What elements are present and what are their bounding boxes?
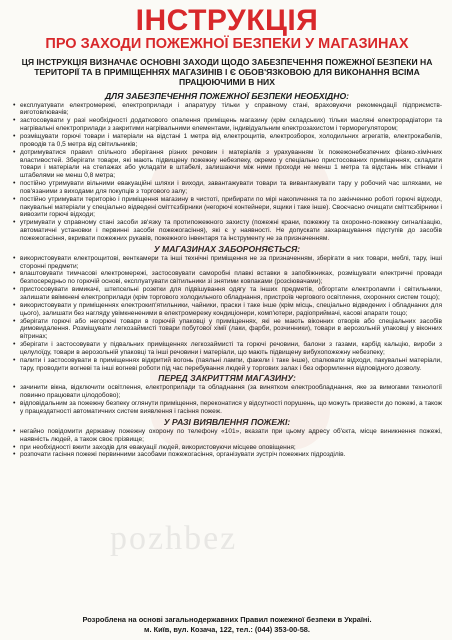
list-item: • зачинити вікна, відключити освітлення, електроприлади та обладнання (за винятком електрообладнання, яке за вимогами технології повинно працювати цілодобово); <box>12 384 442 400</box>
list-item: • розпочати гасіння пожежі первинними засобами пожежогасіння, організувати зустріч пожежних підрозділів. <box>12 451 442 459</box>
list-item: • влаштовувати тимчасові електромережі, застосовувати саморобні плавкі вставки в запобіжниках, розміщувати електричні провади безпосередньо по горючій основі, експлуатувати світильники зі знятими ковпаками (розсіювачами); <box>12 270 442 286</box>
section-title: ПЕРЕД ЗАКРИТТЯМ МАГАЗИНУ: <box>158 373 296 384</box>
poster-title: ІНСТРУКЦІЯ <box>135 4 319 37</box>
list-item: • використовувати у приміщеннях електрокип'ятильники, чайники, праски і таке інше (крім місць, спеціально відведених і обладнаних для цього), залишати без нагляду увімкнененими в електромережу кондиціонери, комп'ютери, радіоприймачі, касові апарати тощо; <box>12 302 442 318</box>
section-list <box>12 102 442 243</box>
list-item: • застосовувати у разі необхідності додаткового опалення приміщень магазину (крім складських) тільки масляні електрорадіатори та нагрівальні електроприлади з закритими нагрівальними елементами, індивідуальним електрозахистом і терморегулятором; <box>12 117 442 133</box>
footer-source: Розроблена на основі загальнодержавних Правил пожежної безпеки в Україні. <box>82 615 372 625</box>
list-item: • пристосовувати вимикачі, штепсельні розетки для підвішування одягу та інших предметів, обгортати електролампи і світильники, залишати ввімкнені електроприлади (крім торгового холодильного обладнання, пристроїв чергового освітлення, охоронних систем тощо); <box>12 286 442 302</box>
section-title: У РАЗІ ВИЯВЛЕННЯ ПОЖЕЖІ: <box>163 416 291 427</box>
list-item: • експлуатувати електромережі, електроприлади і апаратуру тільки у справному стані, враховуючи рекомендації підприємств-виготовлювачів; <box>12 102 442 118</box>
list-item: • постійно утримувати вільними евакуаційні шляхи і виходи, завантажувати товари та вивантажувати тару у робочий час шляхами, не пов'язаними з виходами для покупців з торгового залу; <box>12 180 442 196</box>
footer <box>12 615 442 634</box>
list-item: • палити і застосовувати в приміщеннях відкритий вогонь (паяльні лампи, факели і таке інше), спалювати відходи, пакувальні матеріали, тару, проводити вогневі та інші вогневі роботи під час перебування людей у торгових залах і без оформлення відповідного дозволу. <box>12 357 442 373</box>
list-item: • при необхідності вжити заходів для евакуації людей, використовуючи місцеве оповіщення; <box>12 444 442 452</box>
list-item: • використовувати електрощитові, венткамери та інші технічні приміщення не за призначенням, зберігати в них товари, меблі, тару, інші сторонні предмети; <box>12 255 442 271</box>
list-item: • утримувати у справному стані засоби зв'язку та протипожежного захисту (пожежні крани, пожежну та охоронно-пожежну сигналізацію, автоматичні установки і первинні засоби пожежогасіння), які є у наявності. Не допускати захаращування підступів до засобів пожежогасіння, вкривати пожежних рукавів, пожежного інвентаря та інструменту не за призначенням. <box>12 219 442 243</box>
site-watermark: pozhbez <box>110 520 238 557</box>
poster-subtitle: ПРО ЗАХОДИ ПОЖЕЖНОЇ БЕЗПЕКИ У МАГАЗИНАХ <box>45 36 409 52</box>
intro-text: ЦЯ ІНСТРУКЦІЯ ВИЗНАЧАЄ ОСНОВНІ ЗАХОДИ ЩОДО ЗАБЕЗПЕЧЕННЯ ПОЖЕЖНОЇ БЕЗПЕКИ НА ТЕРИТОРІЇ ТА В ПРИМІЩЕННЯХ МАГАЗИНІВ І Є ОБОВ'ЯЗКОВОЮ ДЛЯ ВИКОНАННЯ ВСІМА ПРАЦЮЮЧИМИ В НИХ <box>21 57 433 88</box>
list-item: • дотримуватися правил спільного зберігання різних речовин і матеріалів з урахуванням їх пожежонебезпечних фізико-хімічних властивостей. Зберігати товари, які мають підвищену пожежну небезпеку, окремо у спеціально пристосованих приміщеннях, складати товари і матеріали на стелажах або укладати в штабелі, залишаючи між ними проходи не менш 1 метра та відстань між стінами і штабелями не менш 0,8 метра; <box>12 149 442 180</box>
footer-address: м. Київ, вул. Козача, 122, тел.: (044) 353-00-58. <box>144 624 310 634</box>
list-item: • зберігати і застосовувати у підвальних приміщеннях легкозаймисті та горючі речовини, балони з газами, карбід кальцію, вироби з целулоїду, товари в аерозольній упаковці та інші речовини і матеріали, що мають підвищену вибухопожежну небезпеку; <box>12 341 442 357</box>
section-title: ДЛЯ ЗАБЕЗПЕЧЕННЯ ПОЖЕЖНОЇ БЕЗПЕКИ НЕОБХІДНО: <box>104 90 350 101</box>
section-list <box>12 255 442 373</box>
list-item: • відповідальним за пожежну безпеку оглянути приміщення, переконатися у відсутності порушень, що можуть призвести до пожежі, а також у працездатності автоматичних систем виявлення і гасіння пожеж. <box>12 400 442 416</box>
section-list <box>12 384 442 415</box>
section-list <box>12 428 442 459</box>
sections-container <box>12 91 442 460</box>
list-item: • розміщувати горючі товари і матеріали на відстані 1 метра від електрощитів, електрозборок, холодильних агрегатів, електрокабелів, проводів та 0,5 метра від світильників; <box>12 133 442 149</box>
section-title: У МАГАЗИНАХ ЗАБОРОНЯЄТЬСЯ: <box>153 243 301 254</box>
list-item: • зберігати горючі або негорючі товари в горючій упаковці у приміщеннях, які не мають віконних отворів або спеціальних засобів димовидалення. Розміщувати легкозаймисті товари побутової хімії (лаки, фарби, розчинники), товари в аерозольній упаковці у віконних вітринах; <box>12 318 442 342</box>
list-item: • негайно повідомити державну пожежну охорону по телефону «101», вказати при цьому адресу об'єкта, місце виникнення пожежі, наявність людей, а також своє прізвище; <box>12 428 442 444</box>
list-item: • постійно утримувати територію і приміщення магазину в чистоті, прибирати по мірі накопичення та по закінченню роботі горючі відходи, пакувальні матеріали у спеціально відведені сміттєзбірники (негорючі контейнери, ящики і таке інше). Своєчасно очищати сміттєзбірники і вивозити горючі відходи; <box>12 196 442 220</box>
